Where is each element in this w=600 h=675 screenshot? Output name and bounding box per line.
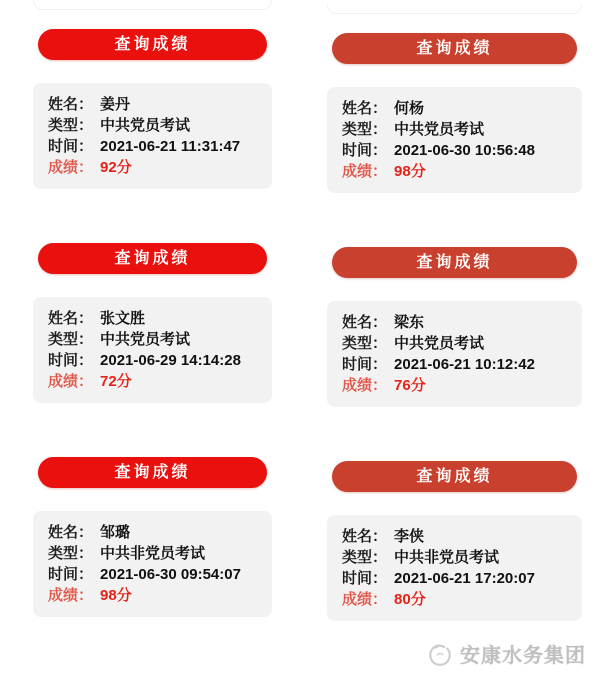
score-label: 成绩：: [342, 377, 388, 394]
type-value: 中共党员考试: [100, 331, 191, 348]
result-info-box: [327, 87, 582, 193]
name-label: 姓名：: [342, 314, 388, 331]
name-row: [48, 522, 264, 543]
score-value: 72分: [100, 373, 132, 390]
type-value: 中共非党员考试: [394, 549, 500, 566]
time-label: 时间：: [342, 142, 388, 159]
type-label: 类型：: [48, 545, 94, 562]
type-row: [342, 333, 574, 354]
score-row: [48, 585, 264, 606]
result-card: [33, 29, 272, 189]
name-label: 姓名：: [342, 528, 388, 545]
watermark: [427, 639, 586, 668]
result-card: [33, 243, 272, 403]
type-row: [48, 329, 264, 350]
result-card: [327, 33, 582, 193]
score-label: 成绩：: [48, 373, 94, 390]
score-value: 92分: [100, 159, 132, 176]
query-score-button[interactable]: 查询成绩: [332, 461, 577, 492]
result-card: [33, 457, 272, 617]
result-info-box: [327, 301, 582, 407]
time-row: [342, 140, 574, 161]
time-label: 时间：: [48, 566, 94, 583]
time-value: 2021-06-30 10:56:48: [394, 142, 535, 159]
score-label: 成绩：: [48, 159, 94, 176]
result-info-box: [33, 297, 272, 403]
result-info-box: [33, 511, 272, 617]
type-label: 类型：: [48, 331, 94, 348]
type-label: 类型：: [342, 335, 388, 352]
type-label: 类型：: [342, 121, 388, 138]
name-label: 姓名：: [48, 96, 94, 113]
name-label: 姓名：: [48, 524, 94, 541]
name-row: [48, 94, 264, 115]
cropped-card-edge: [33, 0, 272, 10]
time-value: 2021-06-30 09:54:07: [100, 566, 241, 583]
time-value: 2021-06-29 14:14:28: [100, 352, 241, 369]
time-row: [48, 136, 264, 157]
time-row: [48, 564, 264, 585]
name-row: [342, 98, 574, 119]
query-score-button[interactable]: 查询成绩: [38, 457, 267, 488]
name-value: 邹璐: [100, 524, 131, 541]
time-label: 时间：: [48, 138, 94, 155]
time-row: [342, 354, 574, 375]
score-value: 80分: [394, 591, 426, 608]
type-label: 类型：: [342, 549, 388, 566]
name-label: 姓名：: [48, 310, 94, 327]
type-value: 中共非党员考试: [100, 545, 206, 562]
name-row: [342, 312, 574, 333]
query-score-button[interactable]: 查询成绩: [332, 247, 577, 278]
time-label: 时间：: [48, 352, 94, 369]
type-value: 中共党员考试: [394, 335, 485, 352]
time-value: 2021-06-21 17:20:07: [394, 570, 535, 587]
water-company-logo-icon: [427, 641, 453, 667]
name-value: 梁东: [394, 314, 425, 331]
type-row: [48, 543, 264, 564]
score-value: 98分: [394, 163, 426, 180]
name-value: 姜丹: [100, 96, 131, 113]
name-row: [342, 526, 574, 547]
name-value: 李侠: [394, 528, 425, 545]
score-value: 76分: [394, 377, 426, 394]
time-label: 时间：: [342, 356, 388, 373]
result-info-box: [327, 515, 582, 621]
results-column-left: [33, 0, 272, 675]
result-card: [327, 247, 582, 407]
score-value: 98分: [100, 587, 132, 604]
name-label: 姓名：: [342, 100, 388, 117]
time-value: 2021-06-21 10:12:42: [394, 356, 535, 373]
score-label: 成绩：: [342, 163, 388, 180]
query-score-button[interactable]: 查询成绩: [38, 243, 267, 274]
type-value: 中共党员考试: [100, 117, 191, 134]
time-row: [342, 568, 574, 589]
time-value: 2021-06-21 11:31:47: [100, 138, 241, 155]
results-column-right: [327, 0, 582, 675]
name-value: 何杨: [394, 100, 425, 117]
type-row: [342, 119, 574, 140]
time-label: 时间：: [342, 570, 388, 587]
cropped-card-edge: [327, 5, 582, 14]
score-label: 成绩：: [342, 591, 388, 608]
type-row: [342, 547, 574, 568]
score-row: [342, 161, 574, 182]
score-row: [342, 589, 574, 610]
score-row: [48, 371, 264, 392]
type-label: 类型：: [48, 117, 94, 134]
type-value: 中共党员考试: [394, 121, 485, 138]
name-row: [48, 308, 264, 329]
time-row: [48, 350, 264, 371]
result-card: [327, 461, 582, 621]
result-info-box: [33, 83, 272, 189]
watermark-text: 安康水务集团: [460, 645, 586, 667]
type-row: [48, 115, 264, 136]
name-value: 张文胜: [100, 310, 146, 327]
score-label: 成绩：: [48, 587, 94, 604]
query-score-button[interactable]: 查询成绩: [38, 29, 267, 60]
query-score-button[interactable]: 查询成绩: [332, 33, 577, 64]
score-row: [342, 375, 574, 396]
score-row: [48, 157, 264, 178]
